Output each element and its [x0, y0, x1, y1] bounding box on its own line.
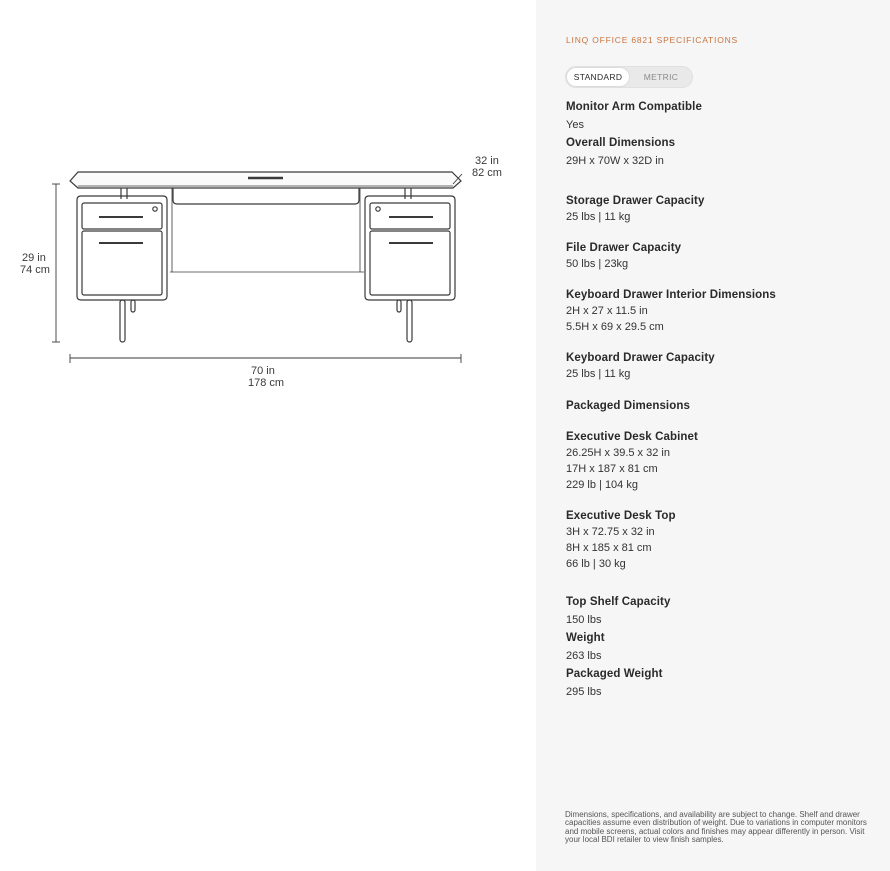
spec-label: Overall Dimensions	[566, 137, 676, 149]
spec-label: Weight	[566, 632, 605, 644]
spec-overall-dimensions	[566, 135, 675, 169]
spec-executive-desk-cabinet	[566, 429, 698, 493]
height-cm-label: 74 cm	[20, 264, 50, 276]
disclaimer-text: Dimensions, specifications, and availability are subject to change. Shelf and drawer capacities assume even distribution of weight. Due to variations in computer monitors and mobile screens, actual colors and finishes may appear differently in person. Visit your local BDI retailer to view finish samples.	[565, 810, 867, 845]
specifications-title: LINQ OFFICE 6821 SPECIFICATIONS	[566, 35, 739, 45]
spec-label: Storage Drawer Capacity	[566, 195, 705, 207]
spec-value: 25 lbs | 11 kg	[566, 368, 631, 380]
spec-value: 3H x 72.75 x 32 in	[566, 526, 655, 538]
spec-value: Yes	[566, 119, 584, 131]
spec-value: 8H x 185 x 81 cm	[566, 542, 652, 554]
height-inches-label: 29 in	[22, 252, 46, 264]
spec-value: 295 lbs	[566, 686, 602, 698]
spec-executive-desk-top	[566, 508, 676, 572]
spec-value: 263 lbs	[566, 650, 602, 662]
spec-keyboard-drawer-capacity	[566, 350, 715, 382]
standard-units-button[interactable]: STANDARD	[566, 67, 630, 87]
spec-label: Keyboard Drawer Interior Dimensions	[566, 289, 776, 301]
specifications-panel	[536, 0, 890, 871]
spec-value: 29H x 70W x 32D in	[566, 155, 664, 167]
spec-value: 50 lbs | 23kg	[566, 258, 629, 270]
metric-units-button[interactable]: METRIC	[643, 72, 679, 82]
spec-storage-drawer-capacity	[566, 193, 704, 225]
spec-label: Keyboard Drawer Capacity	[566, 352, 715, 364]
spec-label: File Drawer Capacity	[566, 242, 682, 254]
spec-value: 2H x 27 x 11.5 in	[566, 305, 648, 317]
spec-value: 25 lbs | 11 kg	[566, 211, 631, 223]
spec-value: 17H x 187 x 81 cm	[566, 463, 658, 475]
spec-monitor-arm	[566, 99, 702, 133]
spec-packaged-dimensions	[566, 398, 690, 414]
spec-label: Executive Desk Cabinet	[566, 431, 698, 443]
spec-weight	[566, 630, 605, 664]
spec-label: Monitor Arm Compatible	[566, 101, 702, 113]
left-cabinet-outline	[77, 196, 167, 300]
spec-label: Packaged Dimensions	[566, 400, 690, 412]
spec-top-shelf-capacity	[566, 594, 670, 628]
spec-value: 66 lb | 30 kg	[566, 558, 626, 570]
spec-value: 5.5H x 69 x 29.5 cm	[566, 321, 664, 333]
spec-label: Executive Desk Top	[566, 510, 676, 522]
spec-label: Packaged Weight	[566, 668, 663, 680]
spec-file-drawer-capacity	[566, 240, 681, 272]
depth-cm-label: 82 cm	[472, 167, 502, 179]
spec-label: Top Shelf Capacity	[566, 596, 671, 608]
width-inches-label: 70 in	[251, 365, 275, 377]
spec-value: 229 lb | 104 kg	[566, 479, 638, 491]
keyboard-drawer-outline	[173, 188, 359, 204]
spec-value: 26.25H x 39.5 x 32 in	[566, 447, 670, 459]
width-cm-label: 178 cm	[248, 377, 285, 389]
spec-packaged-weight	[566, 666, 663, 700]
spec-value: 150 lbs	[566, 614, 602, 626]
depth-inches-label: 32 in	[475, 155, 499, 167]
unit-toggle	[565, 66, 693, 88]
spec-keyboard-drawer-interior	[566, 287, 776, 335]
